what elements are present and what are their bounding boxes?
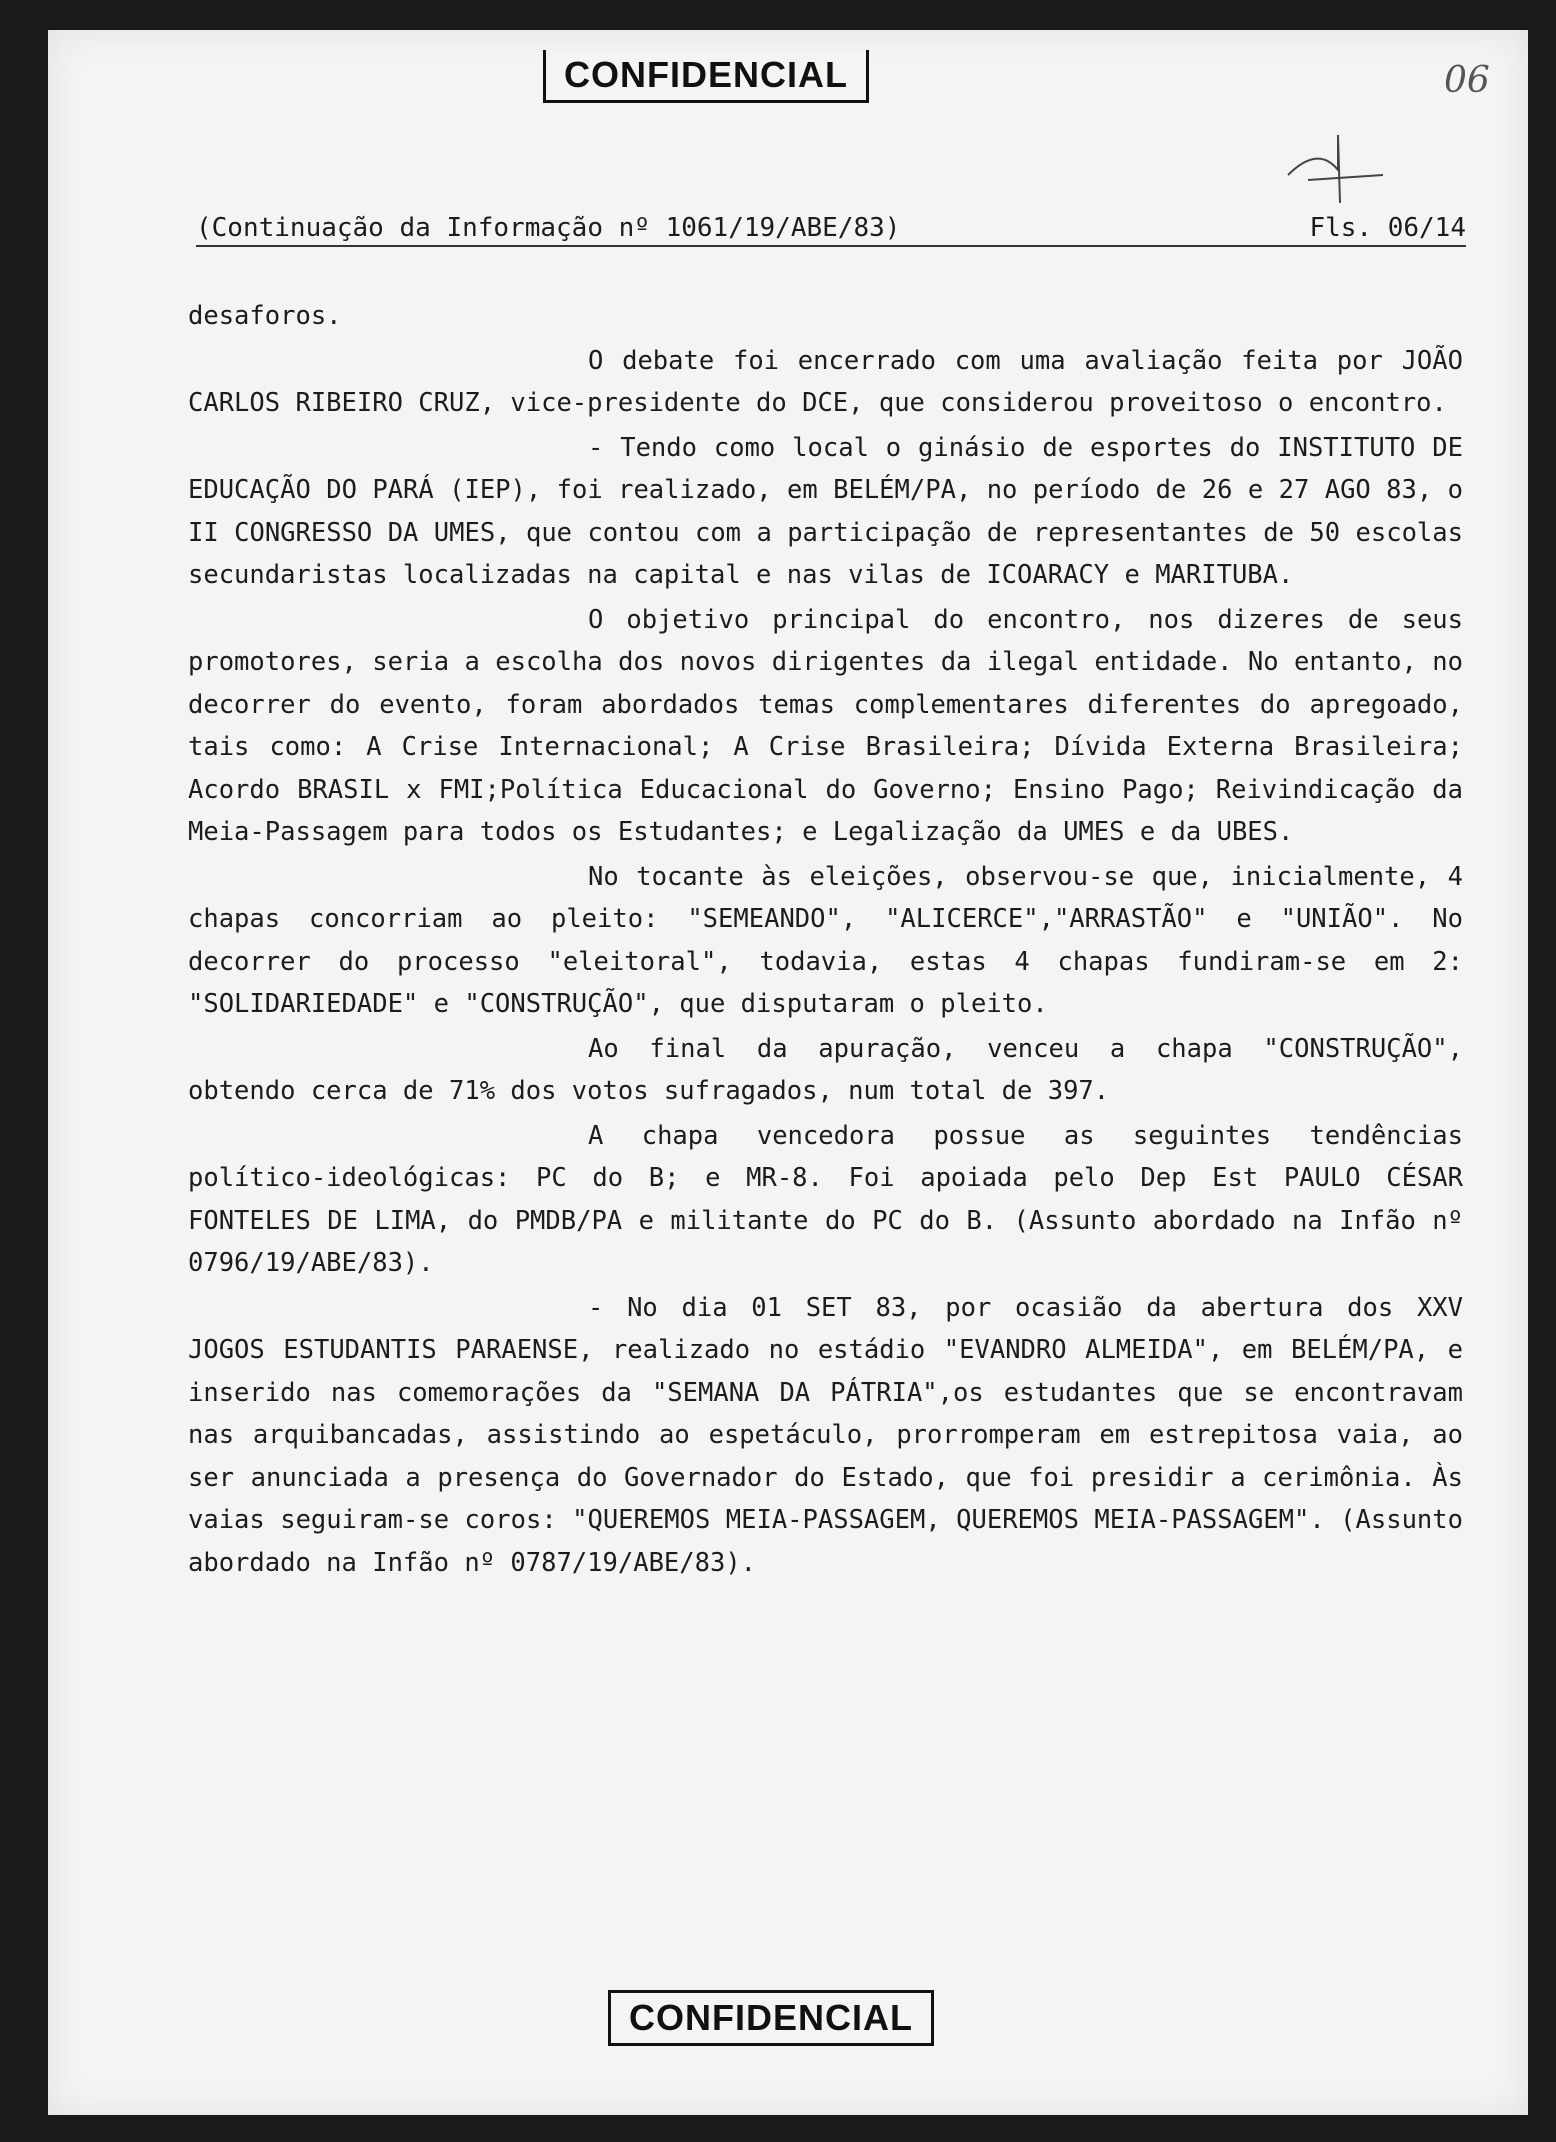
paragraph: A chapa vencedora possue as seguintes tendências político-ideológicas: PC do B; e MR-8. Foi apoiada pelo Dep Est PAULO CÉSAR FONTELES DE LIMA, do PMDB/PA e militante do PC do B. (Assunto abordado na Infão nº 0796/19/ABE/83). — [188, 1120, 1463, 1278]
sheet-number: Fls. 06/14 — [1309, 213, 1466, 243]
document-body — [188, 295, 1463, 1584]
confidential-stamp-bottom: CONFIDENCIAL — [608, 1990, 934, 2046]
folio-number: 06 — [1444, 60, 1490, 101]
continuation-reference: (Continuação da Informação nº 1061/19/ABE/83) — [196, 213, 901, 243]
document-header — [196, 213, 1466, 247]
paragraph: No tocante às eleições, observou-se que, inicialmente, 4 chapas concorriam ao pleito: "SEMEANDO", "ALICERCE","ARRASTÃO" e "UNIÃO". No decorrer do processo "eleitoral", todavia, estas 4 chapas fundiram-se em 2: "SOLIDARIEDADE" e "CONSTRUÇÃO", que disputaram o pleito. — [188, 861, 1463, 1019]
confidential-stamp-top: CONFIDENCIAL — [543, 50, 869, 103]
paragraph: - Tendo como local o ginásio de esportes do INSTITUTO DE EDUCAÇÃO DO PARÁ (IEP), foi realizado, em BELÉM/PA, no período de 26 e 27 AGO 83, o II CONGRESSO DA UMES, que contou com a participação de representantes de 50 escolas secundaristas localizadas na capital e nas vilas de ICOARACY e MARITUBA. — [188, 432, 1463, 590]
paragraph: - No dia 01 SET 83, por ocasião da abertura dos XXV JOGOS ESTUDANTIS PARAENSE, realizado no estádio "EVANDRO ALMEIDA", em BELÉM/PA, e inserido nas comemorações da "SEMANA DA PÁTRIA",os estudantes que se encontravam nas arquibancadas, assistindo ao espetáculo, prorromperam em estrepitosa vaia, ao ser anunciada a presença do Governador do Estado, que foi presidir a cerimônia. Às vaias seguiram-se coros: "QUEREMOS MEIA-PASSAGEM, QUEREMOS MEIA-PASSAGEM". (Assunto abordado na Infão nº 0787/19/ABE/83). — [188, 1292, 1463, 1578]
document-page — [48, 30, 1528, 2115]
signature-mark-icon — [1278, 125, 1388, 205]
paragraph: Ao final da apuração, venceu a chapa "CONSTRUÇÃO", obtendo cerca de 71% dos votos sufragados, num total de 397. — [188, 1033, 1463, 1106]
paragraph: O debate foi encerrado com uma avaliação feita por JOÃO CARLOS RIBEIRO CRUZ, vice-presidente do DCE, que considerou proveitoso o encontro. — [188, 345, 1463, 418]
paragraph: desaforos. — [188, 301, 342, 331]
paragraph: O objetivo principal do encontro, nos dizeres de seus promotores, seria a escolha dos novos dirigentes da ilegal entidade. No entanto, no decorrer do evento, foram abordados temas complementares diferentes do apregoado, tais como: A Crise Internacional; A Crise Brasileira; Dívida Externa Brasileira; Acordo BRASIL x FMI;Política Educacional do Governo; Ensino Pago; Reivindicação da Meia-Passagem para todos os Estudantes; e Legalização da UMES e da UBES. — [188, 604, 1463, 847]
